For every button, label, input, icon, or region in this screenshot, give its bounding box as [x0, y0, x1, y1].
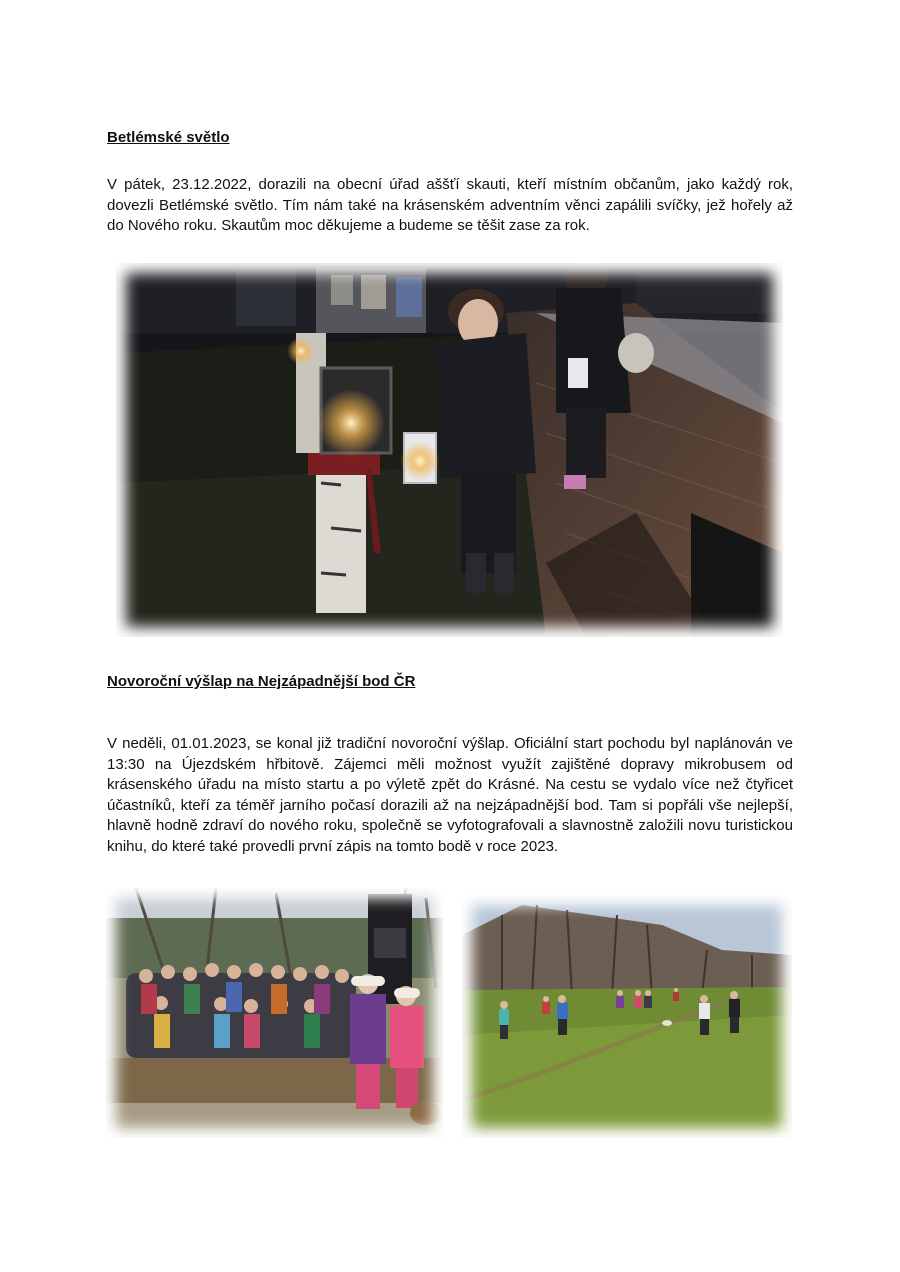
section-paragraph-novorocni-vyslap: V neděli, 01.01.2023, se konal již tradiční novoroční výšlap. Oficiální start pochodu byl naplánován ve 13:30 na Újezdském hřbitově. Zájemci měli možnost využít zajištěné dopravy mikrobusem od krásenského úřadu na místo startu a po výletě zpět do Krásné. Na cestu se vydalo více než čtyřicet účastníků, kteří za téměř jarního počasí dorazili až na nejzápadnější bod. Tam si popřáli vše nejlepší, hlavně hodně zdraví do nového roku, společně se vyfotografovali a slavnostně založili novu turistickou knihu, do které také provedli první zápis na tomto bodě v roce 2023.: [107, 735, 793, 855]
section-paragraph-betlemske-svetlo: V pátek, 23.12.2022, dorazili na obecní úřad aššťí skauti, kteří místním občanům, jako každý rok, dovezli Betlémské světlo. Tím nám také na krásenském adventním věnci zapálili svíčky, jež hořely až do Nového roku. Skautům moc děkujeme a budeme se těšit zase za rok.: [107, 176, 793, 234]
section-heading-betlemske-svetlo: Betlémské světlo: [107, 129, 230, 146]
photo-hikers-in-meadow: [462, 895, 792, 1138]
photo-night-lanterns: [116, 263, 783, 637]
section-heading-novorocni-vyslap: Novoroční výšlap na Nejzápadnější bod ČR: [107, 673, 416, 690]
photo-group-at-monument: [106, 888, 443, 1138]
